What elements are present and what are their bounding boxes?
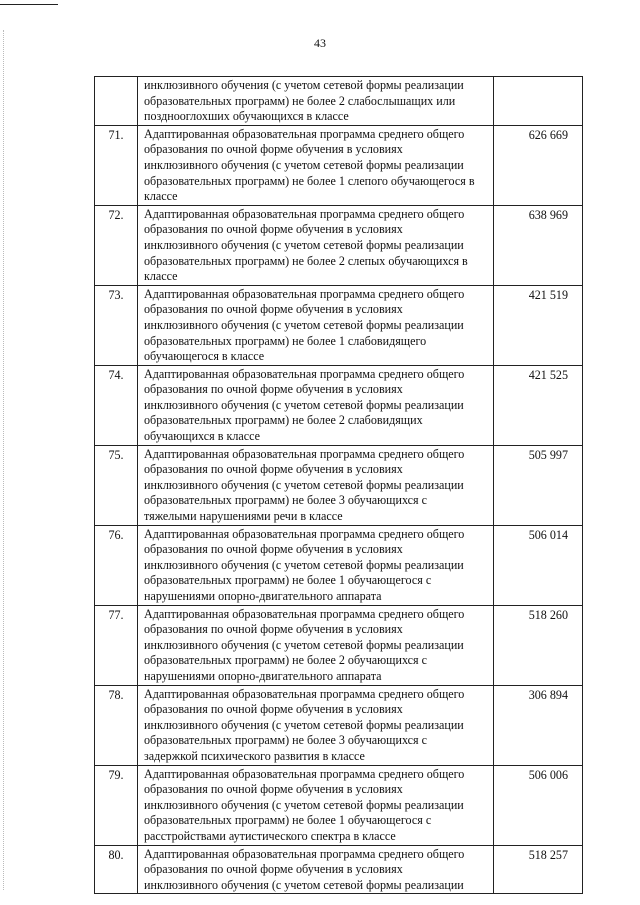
table-row	[95, 205, 583, 285]
row-value: 505 997	[494, 445, 583, 525]
row-value-cell	[494, 77, 583, 126]
row-description: Адаптированная образовательная программа среднего общего образования по очной форме обучения в условиях инклюзивного обучения (с учетом сетевой формы реализации образовательных программ) не более 3 обучающихся с тяжелыми нарушениями речи в классе	[138, 445, 494, 525]
row-number: 71.	[95, 125, 138, 205]
table-row	[95, 285, 583, 365]
row-number: 72.	[95, 205, 138, 285]
row-description: Адаптированная образовательная программа среднего общего образования по очной форме обучения в условиях инклюзивного обучения (с учетом сетевой формы реализации образовательных программ) не более 2 слепых обучающихся в классе	[138, 205, 494, 285]
table-row	[95, 365, 583, 445]
table-row	[95, 125, 583, 205]
row-value: 506 014	[494, 525, 583, 605]
row-description: Адаптированная образовательная программа среднего общего образования по очной форме обучения в условиях инклюзивного обучения (с учетом сетевой формы реализации образовательных программ) не более 3 обучающихся с задержкой психического развития в классе	[138, 685, 494, 765]
row-description: Адаптированная образовательная программа среднего общего образования по очной форме обучения в условиях инклюзивного обучения (с учетом сетевой формы реализации образовательных программ) не более 1 обучающегося с нарушениями опорно-двигательного аппарата	[138, 525, 494, 605]
table-row	[95, 685, 583, 765]
tariff-table	[94, 76, 583, 894]
row-number: 79.	[95, 765, 138, 845]
row-value: 306 894	[494, 685, 583, 765]
row-number: 78.	[95, 685, 138, 765]
row-description: Адаптированная образовательная программа среднего общего образования по очной форме обучения в условиях инклюзивного обучения (с учетом сетевой формы реализации образовательных программ) не более 1 слабовидящего обучающегося в классе	[138, 285, 494, 365]
row-value: 518 257	[494, 845, 583, 894]
table-row	[95, 765, 583, 845]
row-description: инклюзивного обучения (с учетом сетевой формы реализации образовательных программ) не более 2 слабослышащих или позднооглохших обучающихся в классе	[138, 77, 494, 126]
table-row-continuation	[95, 77, 583, 126]
table-body	[95, 77, 583, 894]
row-number: 75.	[95, 445, 138, 525]
row-number: 77.	[95, 605, 138, 685]
page-number: 43	[314, 36, 326, 50]
row-description: Адаптированная образовательная программа среднего общего образования по очной форме обучения в условиях инклюзивного обучения (с учетом сетевой формы реализации образовательных программ) не более 2 обучающихся с нарушениями опорно-двигательного аппарата	[138, 605, 494, 685]
row-value: 518 260	[494, 605, 583, 685]
table-row	[95, 525, 583, 605]
row-number: 76.	[95, 525, 138, 605]
row-number: 80.	[95, 845, 138, 894]
top-rule	[0, 4, 58, 5]
row-description: Адаптированная образовательная программа среднего общего образования по очной форме обучения в условиях инклюзивного обучения (с учетом сетевой формы реализации образовательных программ) не более 2 слабовидящих обучающихся в классе	[138, 365, 494, 445]
scan-edge	[3, 30, 4, 890]
row-value: 638 969	[494, 205, 583, 285]
row-description: Адаптированная образовательная программа среднего общего образования по очной форме обучения в условиях инклюзивного обучения (с учетом сетевой формы реализации образовательных программ) не более 1 слепого обучающегося в классе	[138, 125, 494, 205]
row-number-cell	[95, 77, 138, 126]
row-value: 506 006	[494, 765, 583, 845]
row-description: Адаптированная образовательная программа среднего общего образования по очной форме обучения в условиях инклюзивного обучения (с учетом сетевой формы реализации образовательных программ) не более 1 обучающегося с расстройствами аутистического спектра в классе	[138, 765, 494, 845]
table-row	[95, 605, 583, 685]
table-row	[95, 845, 583, 894]
table-row	[95, 445, 583, 525]
row-value: 626 669	[494, 125, 583, 205]
row-number: 73.	[95, 285, 138, 365]
row-description: Адаптированная образовательная программа среднего общего образования по очной форме обучения в условиях инклюзивного обучения (с учетом сетевой формы реализации	[138, 845, 494, 894]
row-value: 421 519	[494, 285, 583, 365]
row-number: 74.	[95, 365, 138, 445]
row-value: 421 525	[494, 365, 583, 445]
